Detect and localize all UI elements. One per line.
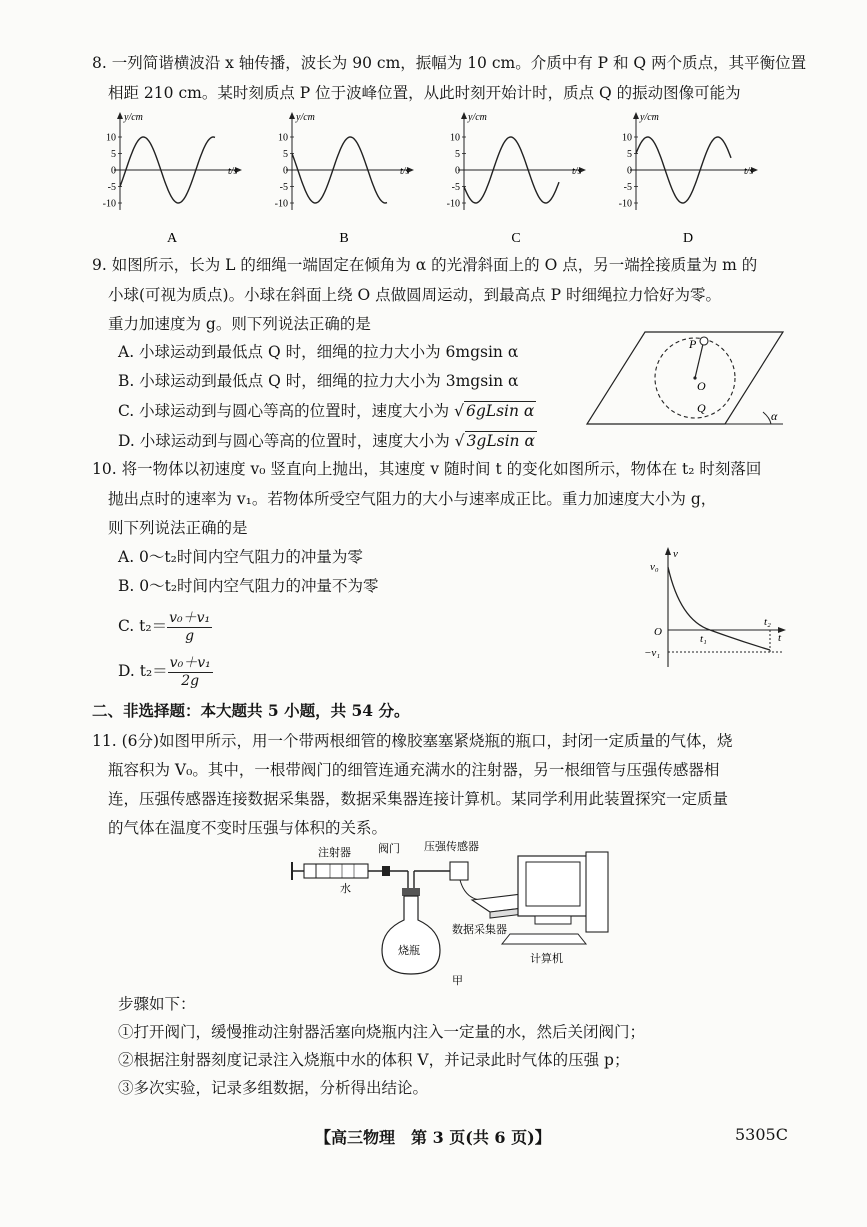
tick-label: 10 xyxy=(278,132,288,144)
label-p: P xyxy=(689,337,697,351)
q9-option-c-root: 6gLsin α xyxy=(466,402,535,420)
label-flask: 烧瓶 xyxy=(398,945,420,957)
label-neg-v1: −v₁ xyxy=(644,647,661,659)
q9-line2: 小球(可视为质点)。小球在斜面上绕 O 点做圆周运动，到最高点 P 时细绳拉力恰好为零。 xyxy=(108,286,721,304)
label-sensor: 压强传感器 xyxy=(424,841,479,853)
option-label: D xyxy=(682,231,694,246)
tick-label: 10 xyxy=(450,132,460,144)
label-valve: 阀门 xyxy=(378,843,400,855)
y-axis-arrow xyxy=(461,112,467,119)
angle-arc xyxy=(763,412,771,424)
label-v: v xyxy=(673,548,678,560)
y-axis-label: y/cm xyxy=(296,112,315,123)
tick-label: 0 xyxy=(111,165,116,177)
option-label: C xyxy=(511,231,521,246)
q10-line3: 则下列说法正确的是 xyxy=(108,519,248,537)
label-syringe: 注射器 xyxy=(318,847,351,859)
q10-option-b: B. 0～t₂时间内空气阻力的冲量不为零 xyxy=(118,577,379,595)
q8-line1: 8. 一列简谐横波沿 x 轴传播，波长为 90 cm，振幅为 10 cm。介质中有 P 和 Q 两个质点，其平衡位置 xyxy=(92,54,807,72)
y-axis-label: y/cm xyxy=(468,112,487,123)
tick-label: 0 xyxy=(455,165,460,177)
y-axis-arrow xyxy=(289,112,295,119)
tick-label: 5 xyxy=(455,149,460,160)
q9-option-d-root: 3gLsin α xyxy=(466,432,535,450)
flask xyxy=(382,896,440,974)
label-computer: 计算机 xyxy=(530,953,563,965)
sqrt-icon: √ xyxy=(454,432,465,450)
tick-label: -5 xyxy=(107,182,116,193)
graph-d xyxy=(619,112,758,246)
computer-tower xyxy=(586,852,608,932)
syringe-barrel xyxy=(304,864,368,878)
q9-option-a: A. 小球运动到最低点 Q 时，细绳的拉力大小为 6mgsin α xyxy=(118,343,519,361)
figure-caption: 甲 xyxy=(452,975,463,987)
q11-line3: 连，压强传感器连接数据采集器，数据采集器连接计算机。某同学利用此装置探究一定质量 xyxy=(108,790,729,808)
y-axis-arrow xyxy=(117,112,123,119)
q9-option-d xyxy=(118,430,537,452)
option-label: B xyxy=(339,231,349,246)
label-t: t xyxy=(778,632,782,644)
q9-option-c xyxy=(118,400,536,422)
q11-steps-title: 步骤如下： xyxy=(118,995,196,1013)
paper-code: 5305C xyxy=(735,1125,788,1144)
fraction-denominator: g xyxy=(185,627,195,644)
graph-c xyxy=(447,112,586,246)
section-2-heading: 二、非选择题：本大题共 5 小题，共 54 分。 xyxy=(92,701,410,720)
q11-line4: 的气体在温度不变时压强与体积的关系。 xyxy=(108,819,388,837)
q10-option-d-prefix: D. t₂＝ xyxy=(118,662,168,680)
label-v0: v₀ xyxy=(650,561,659,573)
graph-a xyxy=(103,112,242,246)
q10-option-d-fraction xyxy=(168,655,213,690)
computer-keyboard xyxy=(502,934,586,944)
tick-label: -10 xyxy=(446,198,460,210)
tick-label: -5 xyxy=(279,182,288,193)
label-water: 水 xyxy=(340,883,351,895)
q11-apparatus-figure xyxy=(290,838,620,988)
q10-option-c-prefix: C. t₂＝ xyxy=(118,617,168,635)
label-origin: O xyxy=(654,626,662,638)
q10-velocity-time-graph xyxy=(640,545,790,670)
tick-label: -10 xyxy=(618,198,632,210)
q10-line2: 抛出点时的速率为 v₁。若物体所受空气阻力的大小与速率成正比。重力加速度大小为 g， xyxy=(108,490,717,508)
page-footer: 【高三物理 第 3 页(共 6 页)】 xyxy=(315,1128,551,1147)
q11-step3: ③多次实验，记录多组数据，分析得出结论。 xyxy=(118,1079,429,1097)
computer-screen xyxy=(526,862,580,906)
y-axis-label: y/cm xyxy=(124,112,143,123)
tick-label: 5 xyxy=(627,149,632,160)
tick-label: 0 xyxy=(627,165,632,177)
q11-line2: 瓶容积为 V₀。其中，一根带阀门的细管连通充满水的注射器，另一根细管与压强传感器相 xyxy=(108,761,720,779)
q11-step2: ②根据注射器刻度记录注入烧瓶中水的体积 V，并记录此时气体的压强 p； xyxy=(118,1051,630,1069)
label-t2: t₂ xyxy=(764,616,771,628)
q9-incline-figure xyxy=(585,330,785,430)
incline-plane xyxy=(587,332,783,424)
label-alpha: α xyxy=(771,409,778,423)
tick-label: -10 xyxy=(274,198,288,210)
pressure-sensor xyxy=(450,862,468,880)
tick-label: -10 xyxy=(102,198,116,210)
tick-label: 5 xyxy=(111,149,116,160)
y-axis-arrow xyxy=(633,112,639,119)
q10-option-c xyxy=(118,606,212,646)
fraction-numerator: v₀＋v₁ xyxy=(169,609,211,626)
q9-line3: 重力加速度为 g。则下列说法正确的是 xyxy=(108,315,371,333)
q9-option-c-text: C. 小球运动到与圆心等高的位置时，速度大小为 xyxy=(118,402,450,420)
q11-line1: 11. (6分)如图甲所示，用一个带两根细管的橡胶塞塞紧烧瓶的瓶口，封闭一定质量的气体，烧 xyxy=(92,732,733,750)
q9-line1: 9. 如图所示，长为 L 的细绳一端固定在倾角为 α 的光滑斜面上的 O 点，另一端拴接质量为 m 的 xyxy=(92,256,758,274)
fraction-denominator: 2g xyxy=(181,672,200,689)
sqrt-icon: √ xyxy=(454,402,464,420)
q10-option-d xyxy=(118,651,213,691)
tick-label: 10 xyxy=(106,132,116,144)
y-axis-label: y/cm xyxy=(640,112,659,123)
t-axis-label: t/s xyxy=(228,166,238,177)
tick-label: -5 xyxy=(451,182,460,193)
graph-b xyxy=(275,112,414,246)
rubber-stopper xyxy=(402,888,420,896)
tick-label: 10 xyxy=(622,132,632,144)
q10-line1: 10. 将一物体以初速度 v₀ 竖直向上抛出，其速度 v 随时间 t 的变化如图所示，物体在 t₂ 时刻落回 xyxy=(92,460,762,478)
q10-option-c-fraction xyxy=(167,610,212,645)
q8-line2: 相距 210 cm。某时刻质点 P 位于波峰位置，从此时刻开始计时，质点 Q 的振动图像可能为 xyxy=(108,84,741,102)
sensor-cable xyxy=(460,880,480,900)
ball xyxy=(700,337,708,345)
tick-label: 0 xyxy=(283,165,288,177)
q9-option-b: B. 小球运动到最低点 Q 时，细绳的拉力大小为 3mgsin α xyxy=(118,372,519,390)
v-axis-arrow xyxy=(665,547,671,555)
valve xyxy=(382,866,390,876)
t-axis-label: t/s xyxy=(400,166,410,177)
q8-oscillation-graphs xyxy=(95,110,815,250)
option-label: A xyxy=(166,231,178,246)
label-collector: 数据采集器 xyxy=(452,924,507,936)
tick-label: -5 xyxy=(623,182,632,193)
t-axis-label: t/s xyxy=(572,166,582,177)
q9-option-d-text: D. 小球运动到与圆心等高的位置时，速度大小为 xyxy=(118,432,450,450)
tick-label: 5 xyxy=(283,149,288,160)
label-q: Q xyxy=(697,401,706,415)
fraction-numerator: v₀＋v₁ xyxy=(169,654,211,671)
label-t1: t₁ xyxy=(700,633,707,645)
q11-step1: ①打开阀门，缓慢推动注射器活塞向烧瓶内注入一定量的水，然后关闭阀门； xyxy=(118,1023,646,1041)
label-o: O xyxy=(697,379,706,393)
q10-option-a: A. 0～t₂时间内空气阻力的冲量为零 xyxy=(118,548,363,566)
t-axis-label: t/s xyxy=(744,166,754,177)
velocity-curve xyxy=(668,567,770,650)
